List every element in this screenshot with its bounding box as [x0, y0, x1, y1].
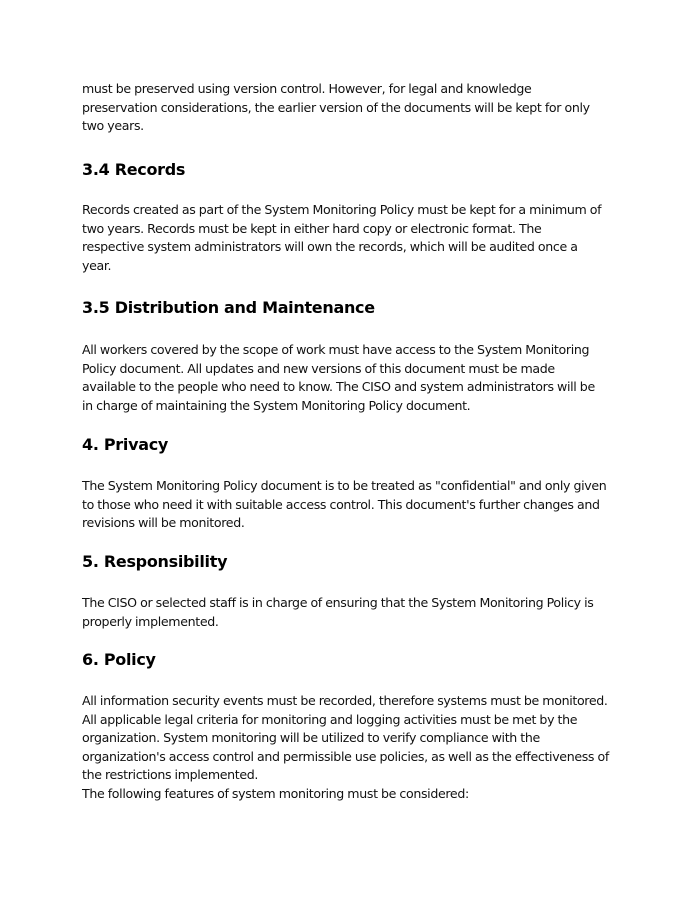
paragraph-line: in charge of maintaining the System Monitoring Policy document.: [82, 397, 471, 413]
policy-paragraph: [82, 692, 642, 804]
paragraph-line: Policy document. All updates and new versions of this document must be made: [82, 360, 555, 376]
paragraph-line: properly implemented.: [82, 613, 219, 629]
section-heading-distribution-maintenance: 3.5 Distribution and Maintenance: [82, 298, 375, 317]
intro-paragraph: [82, 80, 642, 136]
section-heading-policy: 6. Policy: [82, 650, 156, 669]
paragraph-line: organization's access control and permissible use policies, as well as the effectiveness of: [82, 748, 609, 764]
paragraph-line: The System Monitoring Policy document is to be treated as "confidential" and only given: [82, 478, 607, 493]
paragraph-line: two years.: [82, 118, 144, 134]
paragraph-line: revisions will be monitored.: [82, 515, 245, 531]
section-heading-responsibility: 5. Responsibility: [82, 552, 228, 571]
paragraph-line: year.: [82, 257, 112, 273]
distribution-paragraph: [82, 341, 642, 415]
privacy-paragraph: [82, 477, 642, 533]
paragraph-line: The following features of system monitoring must be considered:: [82, 785, 469, 801]
paragraph-line: All workers covered by the scope of work must have access to the System Monitoring: [82, 342, 590, 357]
responsibility-paragraph: [82, 594, 642, 631]
paragraph-line: organization. System monitoring will be utilized to verify compliance with the: [82, 730, 540, 746]
paragraph-line: to those who need it with suitable access control. This document's further changes and: [82, 496, 600, 512]
paragraph-line: the restrictions implemented.: [82, 767, 259, 783]
paragraph-line: available to the people who need to know. The CISO and system administrators will be: [82, 379, 595, 395]
paragraph-line: must be preserved using version control. However, for legal and knowledge: [82, 81, 532, 96]
paragraph-line: Records created as part of the System Monitoring Policy must be kept for a minimum of: [82, 202, 602, 217]
section-heading-records: 3.4 Records: [82, 160, 186, 179]
paragraph-line: respective system administrators will own the records, which will be audited once a: [82, 239, 578, 255]
section-heading-privacy: 4. Privacy: [82, 435, 169, 454]
paragraph-line: The CISO or selected staff is in charge of ensuring that the System Monitoring Policy is: [82, 595, 594, 610]
records-paragraph: [82, 201, 642, 275]
paragraph-line: two years. Records must be kept in either hard copy or electronic format. The: [82, 220, 542, 236]
paragraph-line: All applicable legal criteria for monitoring and logging activities must be met by the: [82, 711, 578, 727]
paragraph-line: All information security events must be recorded, therefore systems must be monitored.: [82, 693, 608, 708]
paragraph-line: preservation considerations, the earlier version of the documents will be kept for only: [82, 99, 590, 115]
